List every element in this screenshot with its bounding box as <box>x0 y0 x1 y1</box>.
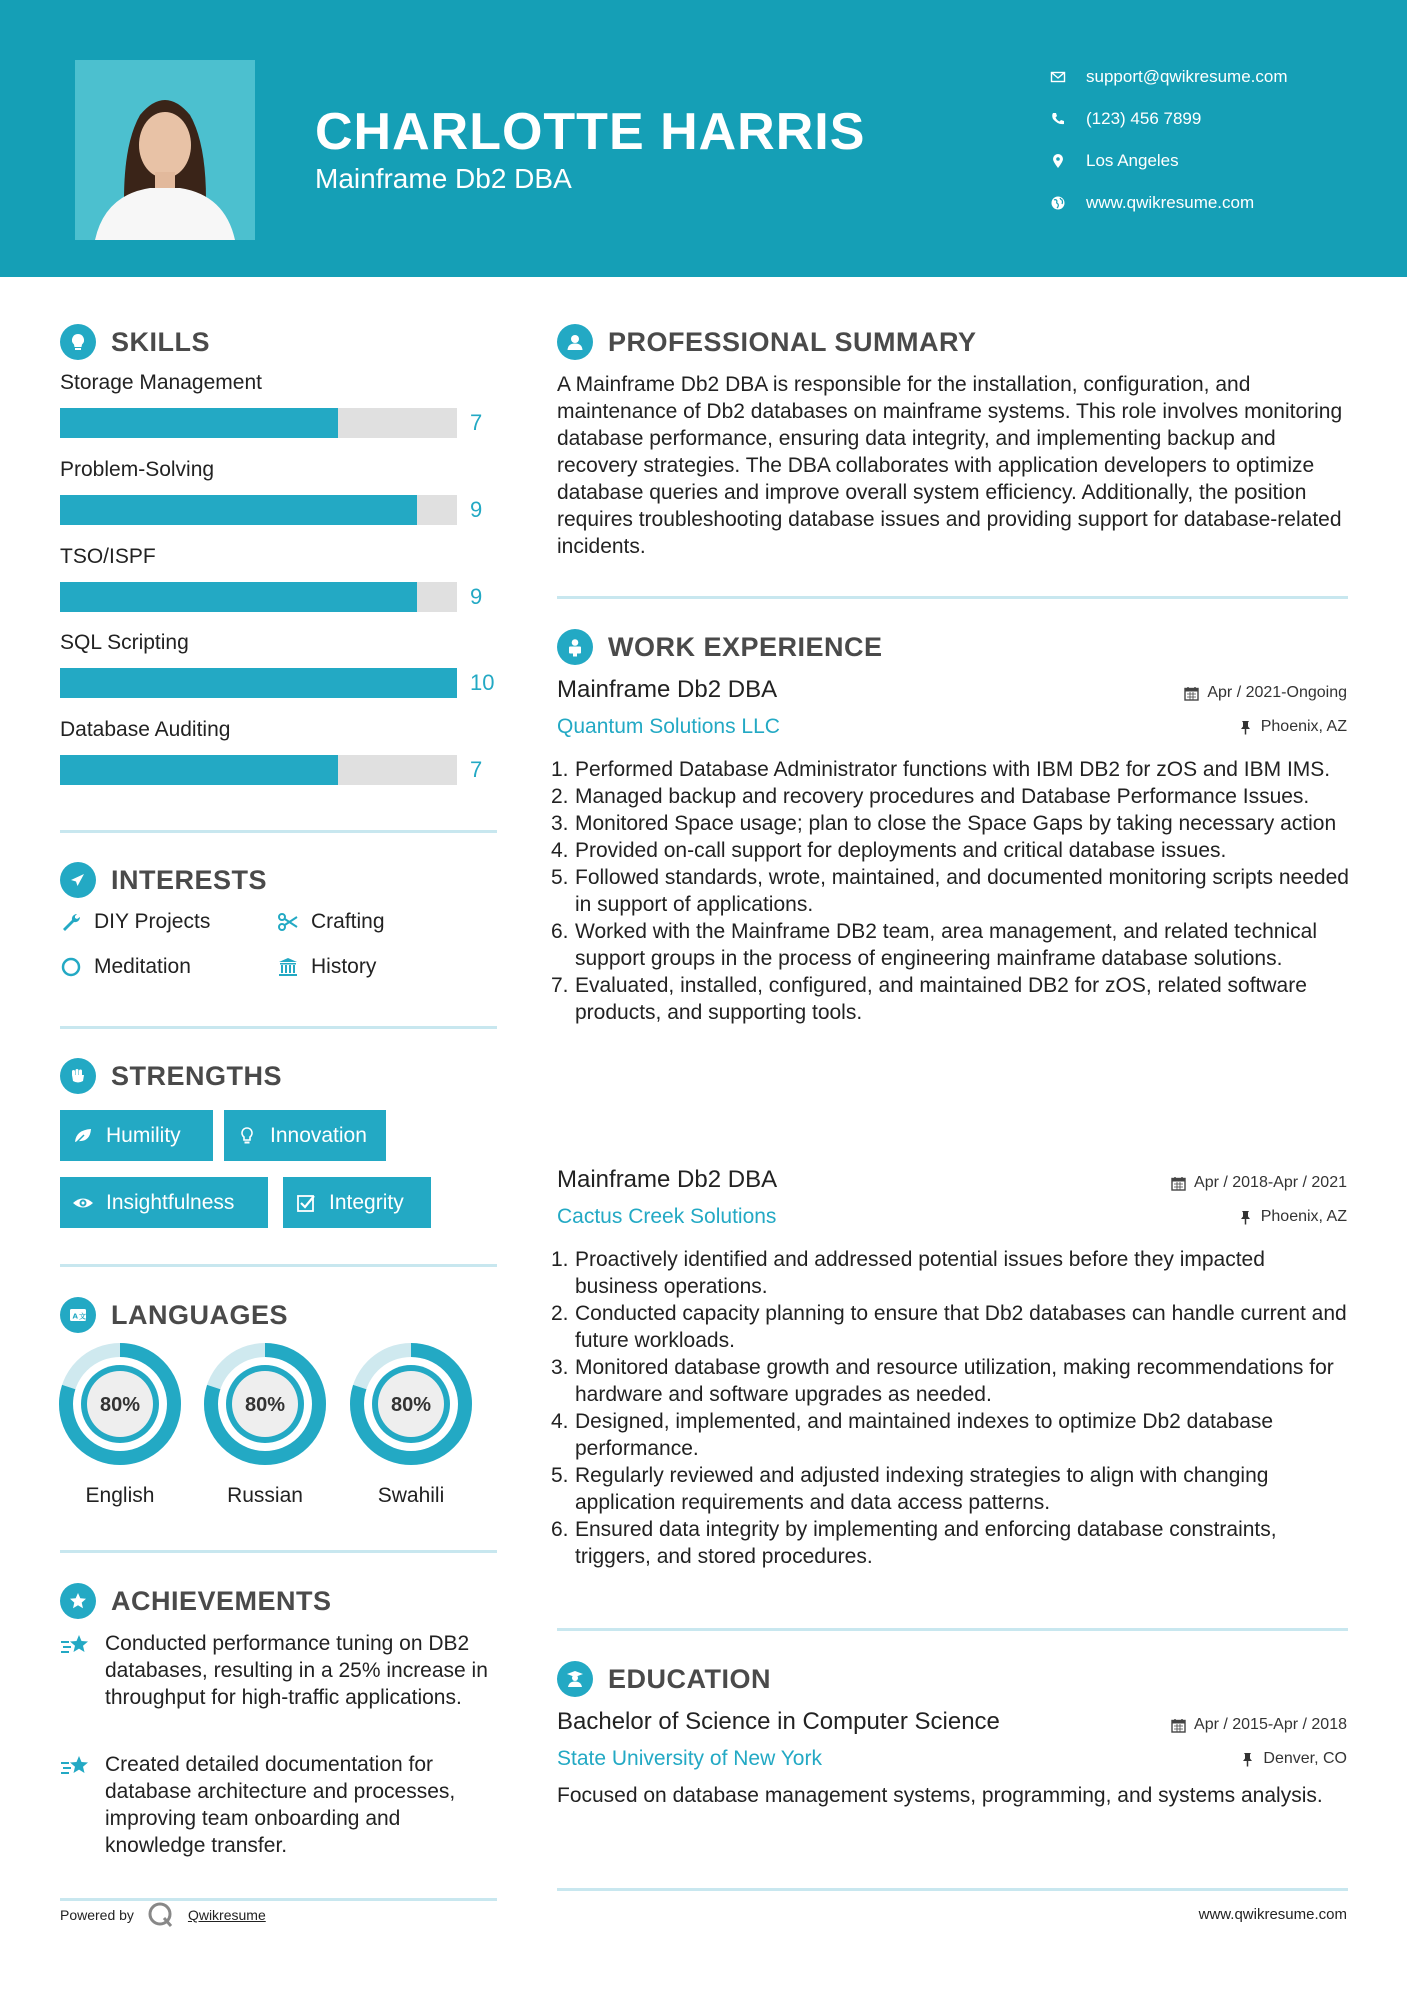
job-location <box>1238 1208 1347 1226</box>
skill-bar <box>60 408 457 438</box>
interest-label: Crafting <box>311 910 385 933</box>
skill-value: 7 <box>470 410 483 435</box>
list-item: 3. Monitored database growth and resource utilization, making recommendations for hardware and software upgrades as needed. <box>551 1356 1334 1406</box>
svg-text:文: 文 <box>79 1312 86 1321</box>
phone-icon <box>1050 111 1066 127</box>
lightbulb-icon <box>60 324 96 360</box>
skill-label: SQL Scripting <box>60 631 189 654</box>
interests-heading <box>60 862 267 898</box>
shooting-star-icon <box>60 1632 92 1660</box>
briefcase-user-icon <box>557 629 593 665</box>
contact-email-text: support@qwikresume.com <box>1086 67 1288 86</box>
list-item: 5. Followed standards, wrote, maintained, and documented monitoring scripts needed in support of applications. <box>551 866 1349 916</box>
strength-label: Innovation <box>270 1123 367 1147</box>
achievement-item <box>60 1630 500 1711</box>
job-location-text: Phoenix, AZ <box>1260 1208 1347 1225</box>
job-title: Mainframe Db2 DBA <box>557 1166 778 1193</box>
interest-item <box>60 910 210 934</box>
strength-label: Humility <box>106 1123 181 1147</box>
list-item: 3. Monitored Space usage; plan to close the Space Gaps by taking necessary action <box>551 812 1337 835</box>
job-dates <box>1171 1174 1347 1192</box>
strength-badge <box>283 1177 431 1228</box>
list-item: 4. Designed, implemented, and maintained indexes to optimize Db2 database performance. <box>551 1410 1274 1460</box>
skill-label: Problem-Solving <box>60 458 215 481</box>
achievements-heading <box>60 1583 332 1619</box>
strength-badge <box>60 1177 268 1228</box>
skills-title: SKILLS <box>111 326 211 357</box>
skill-bar <box>60 668 457 698</box>
contact-email[interactable] <box>1050 56 1288 98</box>
job-duties-list <box>551 756 1351 1026</box>
language-percent: 80% <box>390 1394 432 1416</box>
language-item <box>203 1342 327 1508</box>
circle-icon <box>60 956 82 978</box>
list-item: 2. Conducted capacity planning to ensure that Db2 databases can handle current and future workloads. <box>551 1302 1347 1352</box>
interest-label: History <box>311 955 377 978</box>
summary-text: A Mainframe Db2 DBA is responsible for the installation, configuration, and maintenance of Db2 databases on mainframe systems. This role involves monitoring database performance, ensuring data integrity, and implementing backup and recovery strategies. The DBA collaborates with application developers to optimize database queries and improve overall system efficiency. Additionally, the position requires troubleshooting database issues and providing support for database-related incidents. <box>557 373 1343 558</box>
section-divider <box>60 1264 497 1267</box>
summary-title: PROFESSIONAL SUMMARY <box>608 326 977 357</box>
list-item: 4. Provided on-call support for deployments and critical database issues. <box>551 839 1227 862</box>
pushpin-icon <box>1238 720 1253 735</box>
list-item: 6. Worked with the Mainframe DB2 team, area management, and related technical support groups in the process of engineering mainframe database solutions. <box>551 920 1317 970</box>
job-location <box>1238 718 1347 736</box>
education-title: EDUCATION <box>608 1663 771 1694</box>
resume-header <box>0 0 1407 277</box>
graduate-icon <box>557 1661 593 1697</box>
job-dates-text: Apr / 2021-Ongoing <box>1207 684 1347 701</box>
skill-bar-fill <box>60 495 417 525</box>
contact-location-text: Los Angeles <box>1086 151 1179 170</box>
language-ring <box>203 1342 327 1466</box>
summary-heading <box>557 324 977 360</box>
eye-icon <box>72 1192 94 1214</box>
skill-bar <box>60 755 457 785</box>
school-name: State University of New York <box>557 1747 822 1770</box>
profile-photo <box>75 60 255 240</box>
language-icon <box>60 1297 96 1333</box>
section-divider <box>60 1026 497 1029</box>
language-name: Swahili <box>377 1484 445 1507</box>
achievements-title: ACHIEVEMENTS <box>111 1585 332 1616</box>
shooting-star-icon <box>60 1753 92 1781</box>
skill-bar-fill <box>60 408 338 438</box>
section-divider <box>60 1550 497 1553</box>
lightbulb-outline-icon <box>236 1125 258 1147</box>
calendar-icon <box>1171 1718 1186 1733</box>
job-dates <box>1184 684 1347 702</box>
footer-branding <box>60 1900 266 1930</box>
interest-item <box>60 955 191 979</box>
museum-icon <box>277 956 299 978</box>
achievement-item <box>60 1751 500 1859</box>
skill-value: 9 <box>470 584 483 609</box>
fist-icon <box>60 1058 96 1094</box>
interest-item <box>277 910 385 934</box>
achievement-text: Conducted performance tuning on DB2 databases, resulting in a 25% increase in throughput for high-traffic applications. <box>105 1632 488 1709</box>
contact-location <box>1050 140 1288 182</box>
checkbox-icon <box>295 1192 317 1214</box>
envelope-icon <box>1050 69 1066 85</box>
interest-item <box>277 955 376 979</box>
language-ring <box>349 1342 473 1466</box>
section-divider <box>557 1888 1348 1891</box>
language-item <box>58 1342 182 1508</box>
languages-heading <box>60 1297 288 1333</box>
calendar-icon <box>1184 686 1199 701</box>
achievement-text: Created detailed documentation for database architecture and processes, improving team onboarding and knowledge transfer. <box>105 1753 456 1857</box>
skill-value: 10 <box>470 670 495 695</box>
list-item: 2. Managed backup and recovery procedures and Database Performance Issues. <box>551 785 1310 808</box>
section-divider <box>557 1628 1348 1631</box>
star-badge-icon <box>60 1583 96 1619</box>
interest-label: Meditation <box>94 955 191 978</box>
strengths-heading <box>60 1058 282 1094</box>
language-name: Russian <box>227 1484 303 1507</box>
job-title: Mainframe Db2 DBA <box>557 676 778 703</box>
map-pin-icon <box>1050 153 1066 169</box>
contact-website[interactable] <box>1050 182 1288 224</box>
skill-value: 7 <box>470 757 483 782</box>
language-ring <box>58 1342 182 1466</box>
education-location-text: Denver, CO <box>1263 1750 1347 1767</box>
globe-icon <box>1050 195 1066 211</box>
powered-by-text: Powered by <box>60 1907 134 1923</box>
interest-label: DIY Projects <box>94 910 211 933</box>
language-item <box>349 1342 473 1508</box>
section-divider <box>557 596 1348 599</box>
languages-title: LANGUAGES <box>111 1299 289 1330</box>
education-dates <box>1171 1716 1347 1734</box>
skill-bar-fill <box>60 668 457 698</box>
contact-phone-text: (123) 456 7899 <box>1086 109 1202 128</box>
job-duties-list <box>551 1246 1351 1570</box>
pushpin-icon <box>1240 1752 1255 1767</box>
list-item: 5. Regularly reviewed and adjusted indexing strategies to align with changing application requirements and data access patterns. <box>551 1464 1269 1514</box>
strength-label: Integrity <box>329 1190 404 1214</box>
language-name: English <box>85 1484 155 1507</box>
strength-badge <box>60 1110 213 1161</box>
brand-link[interactable]: Qwikresume <box>187 1907 266 1923</box>
skill-bar <box>60 582 457 612</box>
scissors-icon <box>277 911 299 933</box>
contact-website-text: www.qwikresume.com <box>1086 193 1255 212</box>
paper-plane-icon <box>60 862 96 898</box>
education-dates-text: Apr / 2015-Apr / 2018 <box>1194 1716 1347 1733</box>
experience-title: WORK EXPERIENCE <box>608 631 883 662</box>
candidate-name: CHARLOTTE HARRIS <box>315 103 866 161</box>
experience-heading <box>557 629 883 665</box>
svg-text:A: A <box>72 1312 78 1321</box>
strength-label: Insightfulness <box>106 1190 235 1214</box>
contact-phone[interactable] <box>1050 98 1288 140</box>
job-location-text: Phoenix, AZ <box>1260 718 1347 735</box>
interests-title: INTERESTS <box>111 864 268 895</box>
skill-bar-fill <box>60 755 338 785</box>
contact-list <box>1050 56 1288 224</box>
wrench-icon <box>60 911 82 933</box>
job-company: Cactus Creek Solutions <box>557 1205 777 1228</box>
leaf-icon <box>72 1125 94 1147</box>
job-company: Quantum Solutions LLC <box>557 715 780 738</box>
list-item: 1. Performed Database Administrator functions with IBM DB2 for zOS and IBM IMS. <box>551 758 1331 781</box>
user-icon <box>557 324 593 360</box>
language-percent: 80% <box>244 1394 286 1416</box>
language-percent: 80% <box>99 1394 141 1416</box>
skill-bar <box>60 495 457 525</box>
skill-label: TSO/ISPF <box>60 545 156 568</box>
degree-title: Bachelor of Science in Computer Science <box>557 1708 1000 1735</box>
job-dates-text: Apr / 2018-Apr / 2021 <box>1194 1174 1347 1191</box>
skill-value: 9 <box>470 497 483 522</box>
skills-heading <box>60 324 210 360</box>
section-divider <box>60 830 497 833</box>
list-item: 7. Evaluated, installed, configured, and maintained DB2 for zOS, related software products, and supporting tools. <box>551 974 1307 1024</box>
candidate-title: Mainframe Db2 DBA <box>315 163 572 194</box>
list-item: 6. Ensured data integrity by implementing and enforcing database constraints, triggers, and stored procedures. <box>551 1518 1277 1568</box>
qwikresume-logo-icon <box>146 1900 176 1930</box>
education-location <box>1240 1750 1347 1768</box>
pushpin-icon <box>1238 1210 1253 1225</box>
skill-label: Storage Management <box>60 371 262 394</box>
skill-label: Database Auditing <box>60 718 231 741</box>
education-heading <box>557 1661 771 1697</box>
strength-badge <box>224 1110 386 1161</box>
strengths-title: STRENGTHS <box>111 1060 283 1091</box>
footer-website[interactable]: www.qwikresume.com <box>1198 1906 1347 1923</box>
calendar-icon <box>1171 1176 1186 1191</box>
skill-bar-fill <box>60 582 417 612</box>
list-item: 1. Proactively identified and addressed potential issues before they impacted business operations. <box>551 1248 1265 1298</box>
education-description: Focused on database management systems, programming, and systems analysis. <box>557 1784 1323 1807</box>
